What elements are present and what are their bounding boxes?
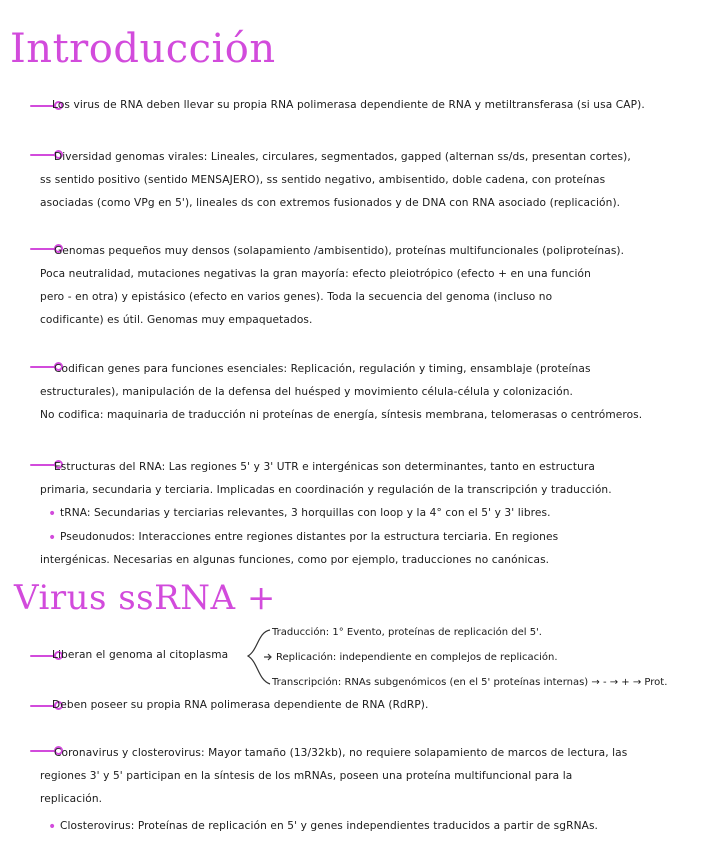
intro-paragraph-4 (40, 358, 642, 427)
text-line: pero - en otra) y epistásico (efecto en varios genes). Toda la secuencia del genoma (incluso no (40, 291, 553, 303)
intro-paragraph-2 (40, 146, 631, 215)
intro-subpoint-pseudonudos (40, 526, 558, 572)
virus-paragraph-3 (40, 742, 627, 811)
text-line: asociadas (como VPg en 5'), lineales ds con extremos fusionados y de DNA con RNA asociado (replicación). (40, 197, 621, 209)
text-line: Coronavirus y closterovirus: Mayor tamaño (13/32kb), no requiere solapamiento de marcos de lectura, las (54, 747, 628, 759)
virus-subpoint-closterovirus (60, 815, 598, 838)
text-line: Genomas pequeños muy densos (solapamiento /ambisentido), proteínas multifuncionales (poliproteínas). (54, 245, 625, 257)
virus-branch-traduccion: Traducción: 1° Evento, proteínas de replicación del 5'. (272, 627, 542, 638)
intro-paragraph-3 (40, 240, 624, 332)
section-title-introduccion: Introducción (10, 26, 276, 72)
text-line: No codifica: maquinaria de traducción ni proteínas de energía, síntesis membrana, telomerasas o centrómeros. (40, 409, 643, 421)
intro-paragraph-5 (40, 456, 612, 502)
intro-subpoint-trna (60, 502, 551, 525)
virus-paragraph-2 (52, 694, 429, 717)
text-line: ss sentido positivo (sentido MENSAJERO), ss sentido negativo, ambisentido, doble cadena, con proteínas (40, 174, 606, 186)
text-line: Los virus de RNA deben llevar su propia RNA polimerasa dependiente de RNA y metiltransferasa (si usa CAP). (52, 99, 645, 111)
dot-bullet-icon: • (48, 530, 57, 546)
text-line: Estructuras del RNA: Las regiones 5' y 3' UTR e intergénicas son determinantes, tanto en estructura (54, 461, 595, 473)
virus-paragraph-1-main: Liberan el genoma al citoplasma (52, 649, 229, 661)
branch-brace-icon (244, 626, 272, 688)
virus-branch-replicacion: Replicación: independiente en complejos de replicación. (276, 652, 558, 663)
text-line: Diversidad genomas virales: Lineales, circulares, segmentados, gapped (alternan ss/ds, presentan cortes), (54, 151, 631, 163)
text-line: intergénicas. Necesarias en algunas funciones, como por ejemplo, traducciones no canónicas. (40, 554, 550, 566)
dot-bullet-icon: • (48, 819, 57, 835)
text-line: regiones 3' y 5' participan en la síntesis de los mRNAs, poseen una proteína multifuncional para la (40, 770, 573, 782)
virus-branch-transcripcion: Transcripción: RNAs subgenómicos (en el 5' proteínas internas) → - → + → Prot. (272, 677, 668, 688)
text-line: estructurales), manipulación de la defensa del huésped y movimiento célula-célula y colonización. (40, 386, 573, 398)
text-line: tRNA: Secundarias y terciarias relevantes, 3 horquillas con loop y la 4° con el 5' y 3' libres. (60, 507, 551, 519)
text-line: Poca neutralidad, mutaciones negativas la gran mayoría: efecto pleiotrópico (efecto + en una función (40, 268, 591, 280)
section-title-virus: Virus ssRNA + (14, 578, 276, 618)
text-line: replicación. (40, 793, 103, 805)
text-line: Codifican genes para funciones esenciales: Replicación, regulación y timing, ensamblaje (proteínas (54, 363, 591, 375)
text-line: Closterovirus: Proteínas de replicación en 5' y genes independientes traducidos a partir de sgRNAs. (60, 820, 599, 832)
intro-paragraph-1 (52, 94, 645, 117)
dot-bullet-icon: • (48, 506, 57, 522)
text-line: primaria, secundaria y terciaria. Implicadas en coordinación y regulación de la transcripción y traducción. (40, 484, 612, 496)
text-line: Pseudonudos: Interacciones entre regiones distantes por la estructura terciaria. En regiones (60, 531, 559, 543)
text-line: codificante) es útil. Genomas muy empaquetados. (40, 314, 313, 326)
text-line: Deben poseer su propia RNA polimerasa dependiente de RNA (RdRP). (52, 699, 429, 711)
